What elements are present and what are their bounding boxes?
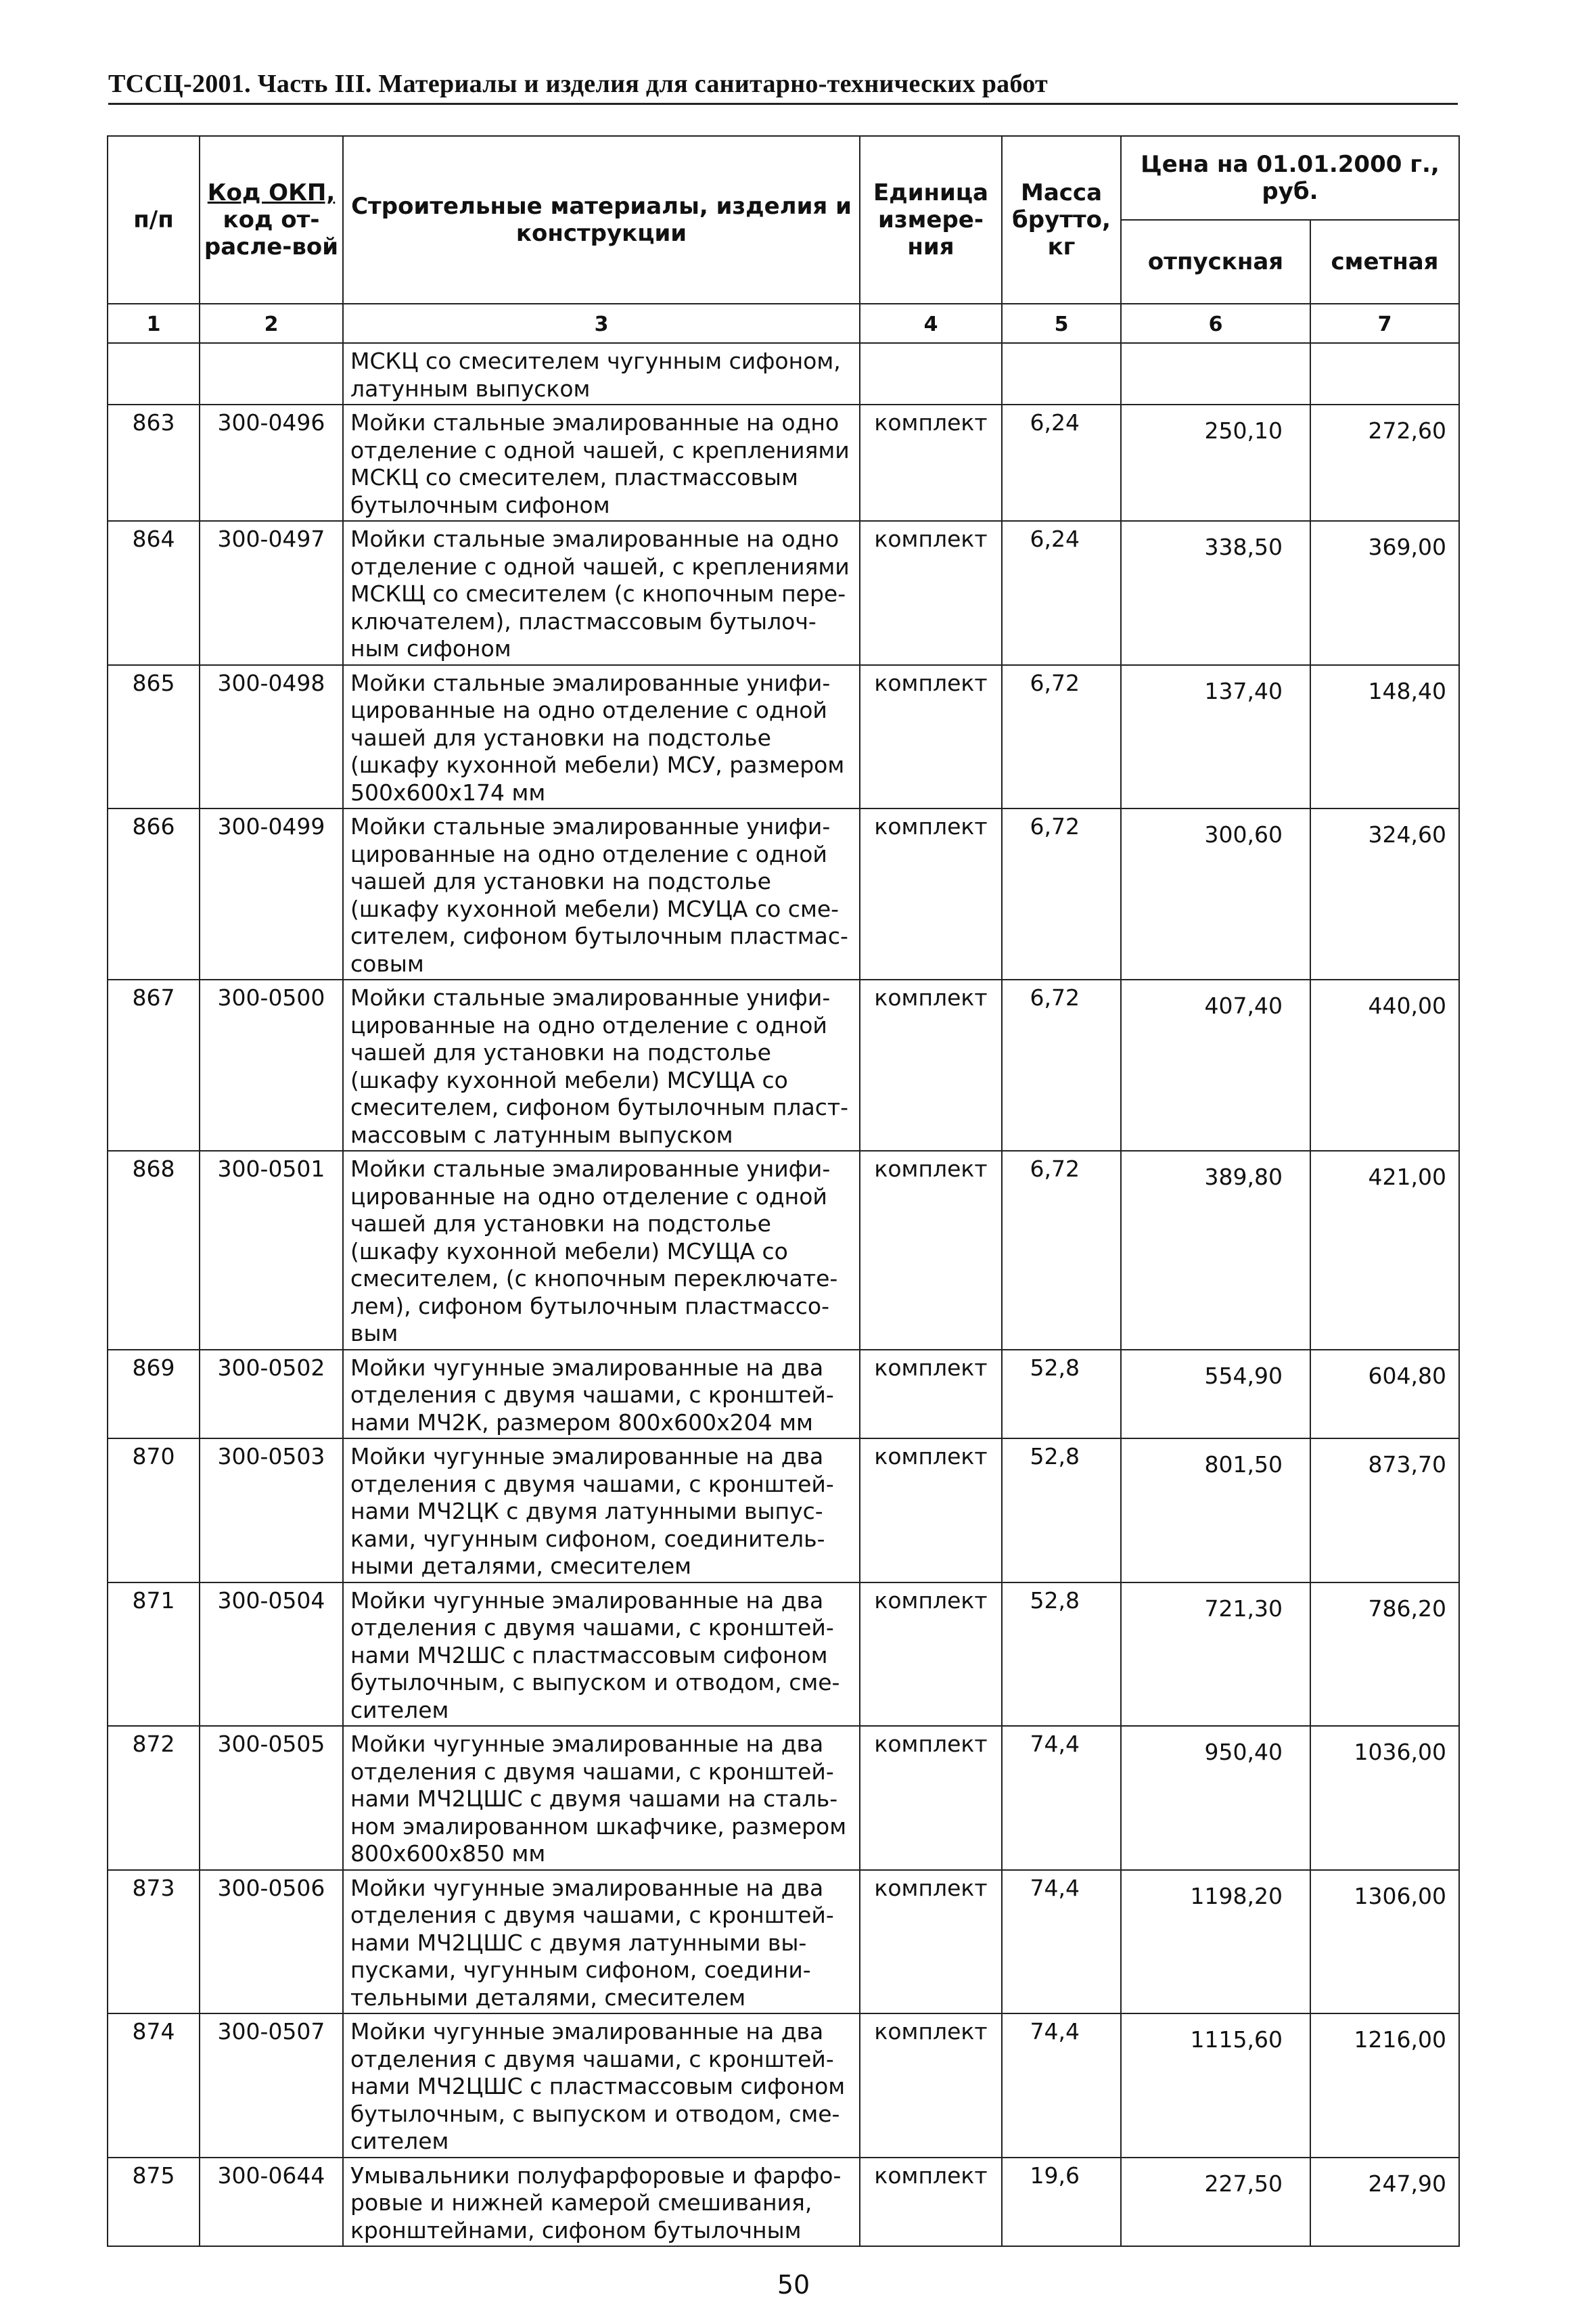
unit-of-measure: комплект [860, 521, 1002, 665]
material-description: Мойки чугунные эмалированные на два отделения с двумя чашами, с кронштей- нами МЧ2ЦШС с двумя латунными вы- пусками, чугунным сифоном, соедини- тельными деталями, смесителем [343, 1870, 860, 2014]
okp-code: 300-0500 [200, 980, 343, 1151]
table-row [108, 2013, 1459, 2158]
header-unit: Единица измере-ния [860, 136, 1002, 304]
materials-price-table [107, 135, 1460, 2247]
column-number: 1 [108, 304, 200, 343]
estimate-price: 873,70 [1310, 1438, 1459, 1582]
column-number: 7 [1310, 304, 1459, 343]
row-number: 866 [108, 808, 200, 980]
header-material-name: Строительные материалы, изделия и конструкции [343, 136, 860, 304]
unit-of-measure: комплект [860, 808, 1002, 980]
release-price: 250,10 [1121, 405, 1310, 521]
column-number: 2 [200, 304, 343, 343]
table-row [108, 1438, 1459, 1582]
column-number: 4 [860, 304, 1002, 343]
gross-mass: 52,8 [1002, 1350, 1121, 1439]
continuation-empty-cell [1002, 343, 1121, 405]
material-description: Мойки стальные эмалированные унифи- цированные на одно отделение с одной чашей для установки на подстолье (шкафу кухонной мебели) МСУ, размером 500х600х174 мм [343, 665, 860, 809]
continuation-description: МСКЦ со смесителем чугунным сифоном, латунным выпуском [343, 343, 860, 405]
okp-code: 300-0499 [200, 808, 343, 980]
unit-of-measure: комплект [860, 405, 1002, 521]
row-number: 864 [108, 521, 200, 665]
estimate-price: 1306,00 [1310, 1870, 1459, 2014]
release-price: 389,80 [1121, 1151, 1310, 1350]
table-row [108, 980, 1459, 1151]
estimate-price: 440,00 [1310, 980, 1459, 1151]
row-number: 865 [108, 665, 200, 809]
estimate-price: 247,90 [1310, 2158, 1459, 2247]
okp-code: 300-0497 [200, 521, 343, 665]
row-number: 875 [108, 2158, 200, 2247]
column-number: 6 [1121, 304, 1310, 343]
estimate-price: 324,60 [1310, 808, 1459, 980]
unit-of-measure: комплект [860, 1151, 1002, 1350]
estimate-price: 1216,00 [1310, 2013, 1459, 2158]
row-number: 868 [108, 1151, 200, 1350]
unit-of-measure: комплект [860, 2158, 1002, 2247]
material-description: Умывальники полуфарфоровые и фарфо- ровые и нижней камерой смешивания, кронштейнами, сифоном бутылочным [343, 2158, 860, 2247]
gross-mass: 6,72 [1002, 665, 1121, 809]
table-row [108, 808, 1459, 980]
okp-code: 300-0498 [200, 665, 343, 809]
release-price: 950,40 [1121, 1726, 1310, 1870]
header-code-okp: Код ОКП, [207, 179, 336, 206]
gross-mass: 74,4 [1002, 1726, 1121, 1870]
table-row [108, 1151, 1459, 1350]
row-number: 870 [108, 1438, 200, 1582]
estimate-price: 272,60 [1310, 405, 1459, 521]
estimate-price: 148,40 [1310, 665, 1459, 809]
release-price: 407,40 [1121, 980, 1310, 1151]
release-price: 227,50 [1121, 2158, 1310, 2247]
estimate-price: 604,80 [1310, 1350, 1459, 1439]
unit-of-measure: комплект [860, 980, 1002, 1151]
material-description: Мойки стальные эмалированные на одно отделение с одной чашей, с креплениями МСКЩ со смесителем (с кнопочным пере- ключателем), пластмассовым бутылоч- ным сифоном [343, 521, 860, 665]
continuation-empty-cell [860, 343, 1002, 405]
gross-mass: 6,72 [1002, 808, 1121, 980]
continuation-empty-cell [1310, 343, 1459, 405]
okp-code: 300-0504 [200, 1582, 343, 1727]
release-price: 1198,20 [1121, 1870, 1310, 2014]
unit-of-measure: комплект [860, 665, 1002, 809]
table-row [108, 2158, 1459, 2247]
okp-code: 300-0501 [200, 1151, 343, 1350]
row-number: 869 [108, 1350, 200, 1439]
table-row [108, 405, 1459, 521]
release-price: 801,50 [1121, 1438, 1310, 1582]
row-number: 863 [108, 405, 200, 521]
estimate-price: 786,20 [1310, 1582, 1459, 1727]
page-number: 50 [777, 2270, 810, 2300]
okp-code: 300-0502 [200, 1350, 343, 1439]
gross-mass: 74,4 [1002, 1870, 1121, 2014]
row-number: 867 [108, 980, 200, 1151]
material-description: Мойки чугунные эмалированные на два отделения с двумя чашами, с кронштей- нами МЧ2К, размером 800х600х204 мм [343, 1350, 860, 1439]
gross-mass: 6,24 [1002, 405, 1121, 521]
table-row [108, 1726, 1459, 1870]
gross-mass: 6,24 [1002, 521, 1121, 665]
release-price: 338,50 [1121, 521, 1310, 665]
header-mass: Масса брутто, кг [1002, 136, 1121, 304]
release-price: 137,40 [1121, 665, 1310, 809]
okp-code: 300-0644 [200, 2158, 343, 2247]
gross-mass: 6,72 [1002, 1151, 1121, 1350]
continuation-empty-cell [200, 343, 343, 405]
table-row [108, 1870, 1459, 2014]
gross-mass: 52,8 [1002, 1582, 1121, 1727]
okp-code: 300-0505 [200, 1726, 343, 1870]
material-description: Мойки стальные эмалированные унифи- цированные на одно отделение с одной чашей для установки на подстолье (шкафу кухонной мебели) МСУЦА со сме- сителем, сифоном бутылочным пластмас- совым [343, 808, 860, 980]
row-number: 872 [108, 1726, 200, 1870]
estimate-price: 369,00 [1310, 521, 1459, 665]
okp-code: 300-0503 [200, 1438, 343, 1582]
material-description: Мойки стальные эмалированные унифи- цированные на одно отделение с одной чашей для установки на подстолье (шкафу кухонной мебели) МСУЩА со смесителем, (с кнопочным переключате- лем), сифоном бутылочным пластмассо- вым [343, 1151, 860, 1350]
continuation-row [108, 343, 1459, 405]
header-price-release: отпускная [1121, 220, 1310, 304]
material-description: Мойки стальные эмалированные на одно отделение с одной чашей, с креплениями МСКЦ со смесителем, пластмассовым бутылочным сифоном [343, 405, 860, 521]
header-code-branch: код от-расле-вой [204, 206, 339, 260]
header-price-group: Цена на 01.01.2000 г., руб. [1121, 136, 1459, 220]
row-number: 871 [108, 1582, 200, 1727]
unit-of-measure: комплект [860, 1350, 1002, 1439]
continuation-empty-cell [1121, 343, 1310, 405]
page-header-title: ТССЦ-2001. Часть III. Материалы и изделия для санитарно-технических работ [108, 65, 1458, 105]
header-num: п/п [108, 136, 200, 304]
material-description: Мойки чугунные эмалированные на два отделения с двумя чашами, с кронштей- нами МЧ2ЦШС с двумя чашами на сталь- ном эмалированном шкафчике, размером 800х600х850 мм [343, 1726, 860, 1870]
table-row [108, 1582, 1459, 1727]
unit-of-measure: комплект [860, 2013, 1002, 2158]
row-number: 873 [108, 1870, 200, 2014]
table-row [108, 521, 1459, 665]
okp-code: 300-0506 [200, 1870, 343, 2014]
column-numbers-row [108, 304, 1459, 343]
release-price: 554,90 [1121, 1350, 1310, 1439]
column-number: 5 [1002, 304, 1121, 343]
material-description: Мойки чугунные эмалированные на два отделения с двумя чашами, с кронштей- нами МЧ2ЦШС с пластмассовым сифоном бутылочным, с выпуском и отводом, сме- сителем [343, 2013, 860, 2158]
material-description: Мойки чугунные эмалированные на два отделения с двумя чашами, с кронштей- нами МЧ2ЦК с двумя латунными выпус- ками, чугунным сифоном, соединитель- ными деталями, смесителем [343, 1438, 860, 1582]
release-price: 300,60 [1121, 808, 1310, 980]
header-code [200, 136, 343, 304]
unit-of-measure: комплект [860, 1582, 1002, 1727]
okp-code: 300-0507 [200, 2013, 343, 2158]
unit-of-measure: комплект [860, 1726, 1002, 1870]
gross-mass: 52,8 [1002, 1438, 1121, 1582]
unit-of-measure: комплект [860, 1438, 1002, 1582]
table-header [108, 136, 1459, 304]
table-row [108, 1350, 1459, 1439]
table-row [108, 665, 1459, 809]
material-description: Мойки чугунные эмалированные на два отделения с двумя чашами, с кронштей- нами МЧ2ШС с пластмассовым сифоном бутылочным, с выпуском и отводом, сме- сителем [343, 1582, 860, 1727]
estimate-price: 421,00 [1310, 1151, 1459, 1350]
material-description: Мойки стальные эмалированные унифи- цированные на одно отделение с одной чашей для установки на подстолье (шкафу кухонной мебели) МСУЩА со смесителем, сифоном бутылочным пласт- массовым с латунным выпуском [343, 980, 860, 1151]
header-price-estimate: сметная [1310, 220, 1459, 304]
unit-of-measure: комплект [860, 1870, 1002, 2014]
continuation-empty-cell [108, 343, 200, 405]
column-number: 3 [343, 304, 860, 343]
estimate-price: 1036,00 [1310, 1726, 1459, 1870]
gross-mass: 74,4 [1002, 2013, 1121, 2158]
gross-mass: 19,6 [1002, 2158, 1121, 2247]
table-body [108, 304, 1459, 2246]
row-number: 874 [108, 2013, 200, 2158]
release-price: 721,30 [1121, 1582, 1310, 1727]
release-price: 1115,60 [1121, 2013, 1310, 2158]
gross-mass: 6,72 [1002, 980, 1121, 1151]
okp-code: 300-0496 [200, 405, 343, 521]
